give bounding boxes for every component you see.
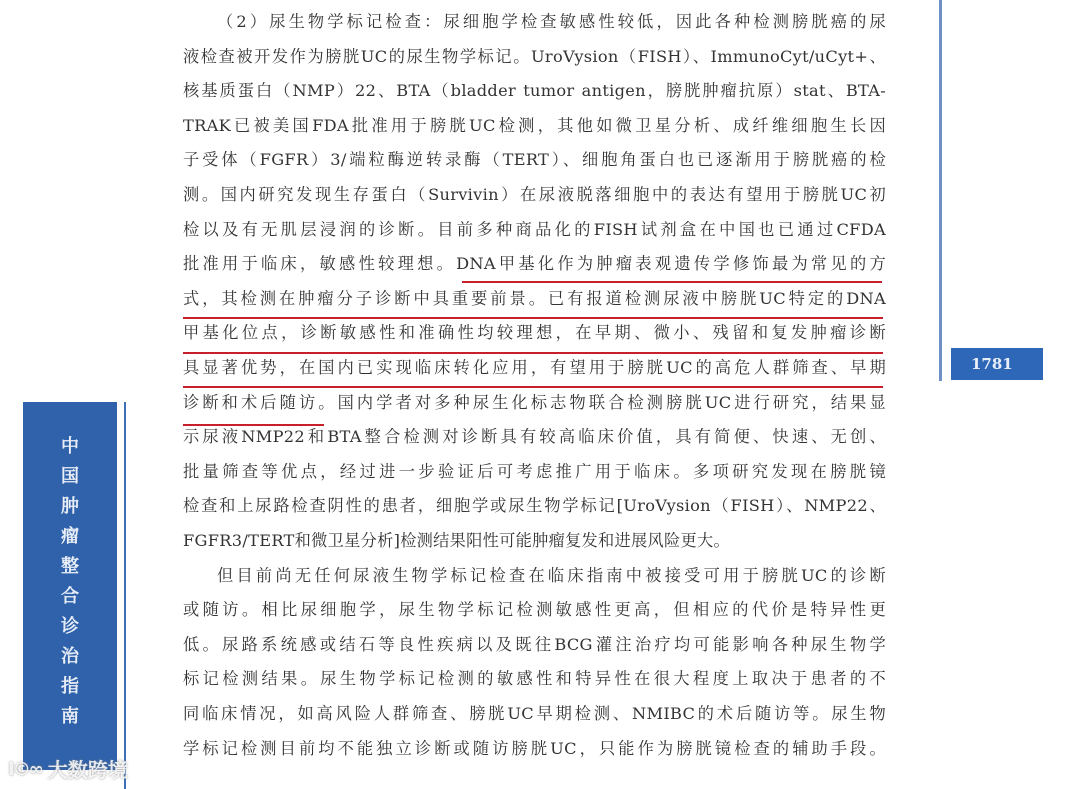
margin-rule-right <box>939 0 942 381</box>
text-line: 批准用于临床，敏感性较理想。DNA甲基化作为肿瘤表观遗传学修饰最为常见的方 <box>183 254 886 274</box>
text-line: 子受体（FGFR）3/端粒酶逆转录酶（TERT）、细胞角蛋白也已逐渐用于膀胱癌的检 <box>183 150 886 170</box>
title-char: 治 <box>61 646 79 667</box>
text-line: 但目前尚无任何尿液生物学标记检查在临床指南中被接受可用于膀胱UC的诊断 <box>217 565 886 585</box>
text-line: 示尿液NMP22和BTA整合检测对诊断具有较高临床价值，具有简便、快速、无创、 <box>183 427 886 447</box>
text-line: FGFR3/TERT和微卫星分析]检测结果阳性可能肿瘤复发和进展风险更大。 <box>183 531 730 550</box>
watermark-text: 大数跨境 <box>47 758 128 782</box>
text-line: 核基质蛋白（NMP）22、BTA（bladder tumor antigen，膀胱肿瘤抗原）stat、BTA- <box>183 81 886 101</box>
highlight-underline <box>183 386 883 388</box>
book-title-tab <box>23 402 117 770</box>
text-line: 同临床情况，如高风险人群筛查、膀胱UC早期检测、NMIBC的术后随访等。尿生物 <box>183 704 886 723</box>
text-line: 或随访。相比尿细胞学，尿生物学标记检测敏感性更高，但相应的代价是特异性更 <box>183 600 886 620</box>
text-line: 诊断和术后随访。国内学者对多种尿生化标志物联合检测膀胱UC进行研究，结果显 <box>183 392 886 412</box>
text-line: 具显著优势，在国内已实现临床转化应用，有望用于膀胱UC的高危人群筛查、早期 <box>183 358 886 377</box>
margin-rule-left <box>124 402 126 789</box>
text-line: 标记检测结果。尿生物学标记检测的敏感性和特异性在很大程度上取决于患者的不 <box>183 669 886 689</box>
title-char: 肿 <box>61 496 79 517</box>
text-line: 式，其检测在肿瘤分子诊断中具重要前景。已有报道检测尿液中膀胱UC特定的DNA <box>183 288 886 308</box>
highlight-underline <box>183 317 883 319</box>
text-line: 检以及有无肌层浸润的诊断。目前多种商品化的FISH试剂盒在中国也已通过CFDA <box>183 219 886 239</box>
title-char: 中 <box>61 436 79 457</box>
book-title-vertical <box>23 432 117 732</box>
text-line: 甲基化位点，诊断敏感性和准确性均较理想，在早期、微小、残留和复发肿瘤诊断 <box>183 323 886 343</box>
watermark <box>8 755 128 785</box>
text-line: TRAK已被美国FDA批准用于膀胱UC检测，其他如微卫星分析、成纤维细胞生长因 <box>183 115 886 135</box>
title-char: 南 <box>61 706 79 727</box>
watermark-logo-icon: I©∞ <box>8 759 42 780</box>
page-number: 1781 <box>971 355 1013 373</box>
text-line: 测。国内研究发现生存蛋白（Survivin）在尿液脱落细胞中的表达有望用于膀胱UC初 <box>183 185 886 204</box>
highlight-underline <box>462 281 882 283</box>
text-line: 低。尿路系统感或结石等良性疾病以及既往BCG灌注治疗均可能影响各种尿生物学 <box>183 634 886 654</box>
highlight-underline <box>183 424 324 426</box>
text-line: 液检查被开发作为膀胱UC的尿生物学标记。UroVysion（FISH）、ImmunoCyt/uCyt+、 <box>183 46 886 66</box>
highlight-underline <box>183 352 883 354</box>
title-char: 指 <box>61 676 79 697</box>
page-number-tab <box>951 348 1043 380</box>
text-line: 学标记检测目前均不能独立诊断或随访膀胱UC，只能作为膀胱镜检查的辅助手段。 <box>183 738 886 758</box>
text-line: 检查和上尿路检查阴性的患者，细胞学或尿生物学标记[UroVysion（FISH）、NMP22、 <box>183 496 886 516</box>
title-char: 合 <box>61 586 79 607</box>
title-char: 整 <box>61 556 79 577</box>
title-char: 诊 <box>61 616 79 637</box>
title-char: 国 <box>61 466 79 487</box>
text-line: 批量筛查等优点，经过进一步验证后可考虑推广用于临床。多项研究发现在膀胱镜 <box>183 461 886 481</box>
text-line: （2）尿生物学标记检查：尿细胞学检查敏感性较低，因此各种检测膀胱癌的尿 <box>217 12 886 31</box>
title-char: 瘤 <box>61 526 79 547</box>
